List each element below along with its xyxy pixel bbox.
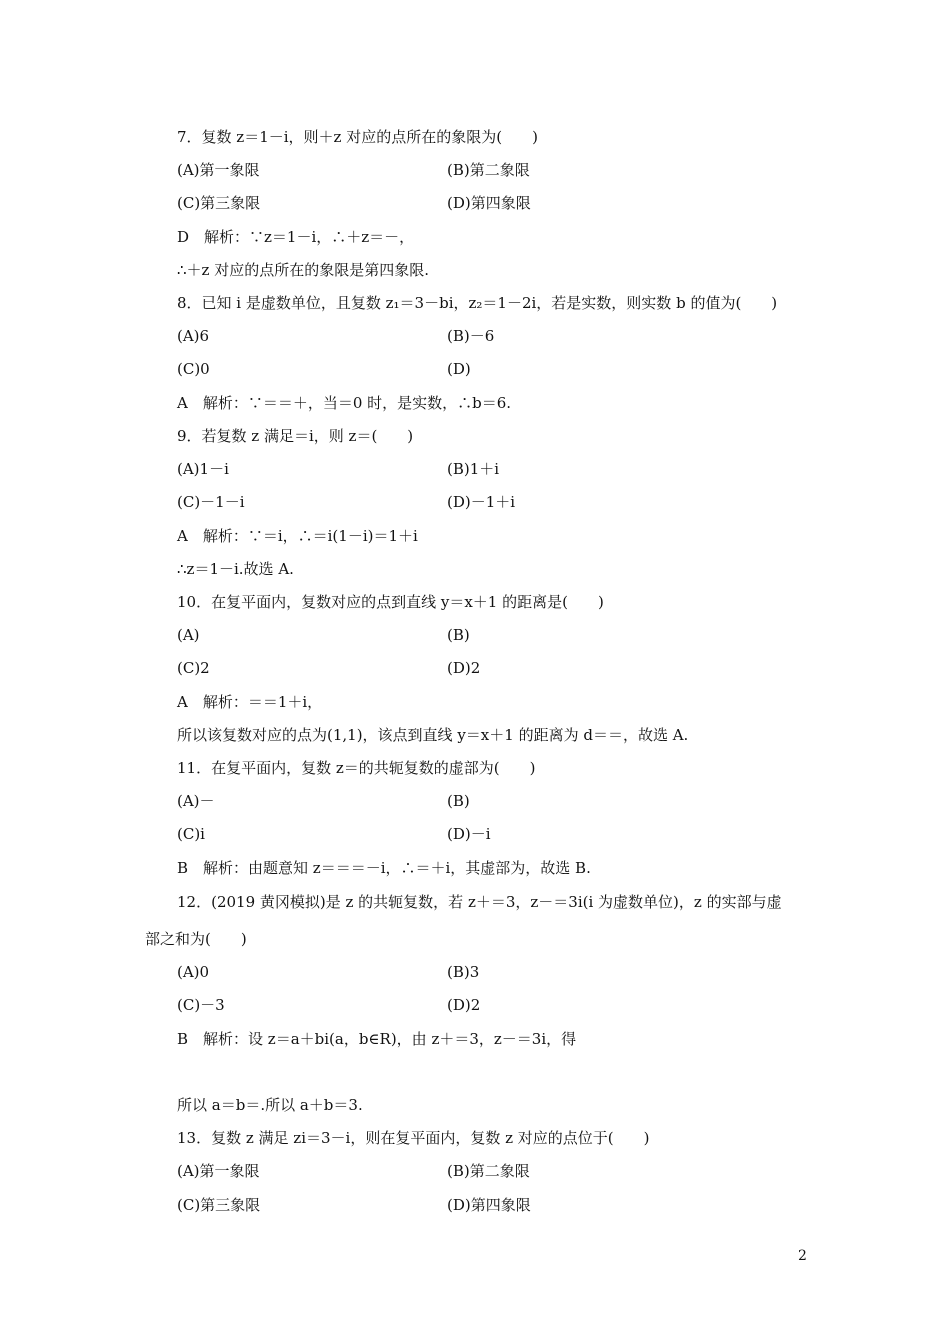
q7-option-b: (B)第二象限 [447, 161, 530, 179]
q7-option-c: (C)第三象限 [177, 194, 261, 212]
q12-solution-line-1: B 解析：设 z＝a＋bi(a，b∈R)，由 z＋＝3，z－＝3i，得 [177, 1030, 577, 1048]
q13-option-d: (D)第四象限 [447, 1196, 531, 1214]
q9-option-b: (B)1＋i [447, 460, 500, 478]
q10-solution-line-2: 所以该复数对应的点为(1,1)，该点到直线 y＝x＋1 的距离为 d＝＝，故选 A. [177, 726, 689, 744]
q10-option-c: (C)2 [177, 659, 210, 677]
q7-solution-line-2: ∴＋z 对应的点所在的象限是第四象限. [177, 261, 429, 279]
q7-option-a: (A)第一象限 [177, 161, 260, 179]
question-9: 9．若复数 z 满足＝i，则 z＝( ) [177, 427, 414, 445]
question-13: 13．复数 z 满足 zi＝3－i，则在复平面内，复数 z 对应的点位于( ) [177, 1129, 650, 1147]
q12-option-a: (A)0 [177, 963, 210, 981]
q12-option-b: (B)3 [447, 963, 480, 981]
q7-solution-line-1: D 解析：∵z＝1－i，∴＋z＝－， [177, 228, 415, 246]
q13-option-a: (A)第一象限 [177, 1162, 260, 1180]
q10-option-d: (D)2 [447, 659, 481, 677]
q9-option-a: (A)1－i [177, 460, 229, 478]
q11-option-b: (B) [447, 792, 470, 810]
question-8: 8．已知 i 是虚数单位，且复数 z₁＝3－bi，z₂＝1－2i，若是实数，则实数 b 的值为( ) [177, 294, 778, 312]
q8-option-d: (D) [447, 360, 471, 378]
q9-solution-line-1: A 解析：∵＝i，∴＝i(1－i)＝1＋i [177, 527, 418, 545]
q13-option-c: (C)第三象限 [177, 1196, 261, 1214]
question-7: 7．复数 z＝1－i，则＋z 对应的点所在的象限为( ) [177, 128, 538, 146]
q11-option-d: (D)－i [447, 825, 491, 843]
q13-option-b: (B)第二象限 [447, 1162, 530, 1180]
q8-option-b: (B)－6 [447, 327, 495, 345]
page-number: 2 [798, 1248, 807, 1264]
q7-option-d: (D)第四象限 [447, 194, 531, 212]
q9-solution-line-2: ∴z＝1－i.故选 A. [177, 560, 294, 578]
q8-option-c: (C)0 [177, 360, 210, 378]
q8-solution: A 解析：∵＝＝＋，当＝0 时，是实数，∴b＝6. [177, 394, 512, 412]
q10-option-b: (B) [447, 626, 470, 644]
question-12-line-1: 12．(2019 黄冈模拟)是 z 的共轭复数，若 z＋＝3，z－＝3i(i 为虚数单位)，z 的实部与虚 [177, 893, 782, 911]
q12-option-d: (D)2 [447, 996, 481, 1014]
q9-option-c: (C)－1－i [177, 493, 245, 511]
q12-solution-line-2: 所以 a＝b＝.所以 a＋b＝3. [177, 1096, 363, 1114]
q8-option-a: (A)6 [177, 327, 210, 345]
q11-option-a: (A)－ [177, 792, 215, 810]
q10-option-a: (A) [177, 626, 200, 644]
q11-option-c: (C)i [177, 825, 205, 843]
question-12-line-2: 部之和为( ) [145, 930, 247, 948]
q9-option-d: (D)－1＋i [447, 493, 516, 511]
q12-option-c: (C)－3 [177, 996, 225, 1014]
question-11: 11．在复平面内，复数 z＝的共轭复数的虚部为( ) [177, 759, 536, 777]
question-10: 10．在复平面内，复数对应的点到直线 y＝x＋1 的距离是( ) [177, 593, 604, 611]
q11-solution: B 解析：由题意知 z＝＝＝－i，∴＝＋i，其虚部为，故选 B. [177, 859, 591, 877]
q10-solution-line-1: A 解析：＝＝1＋i， [177, 693, 323, 711]
